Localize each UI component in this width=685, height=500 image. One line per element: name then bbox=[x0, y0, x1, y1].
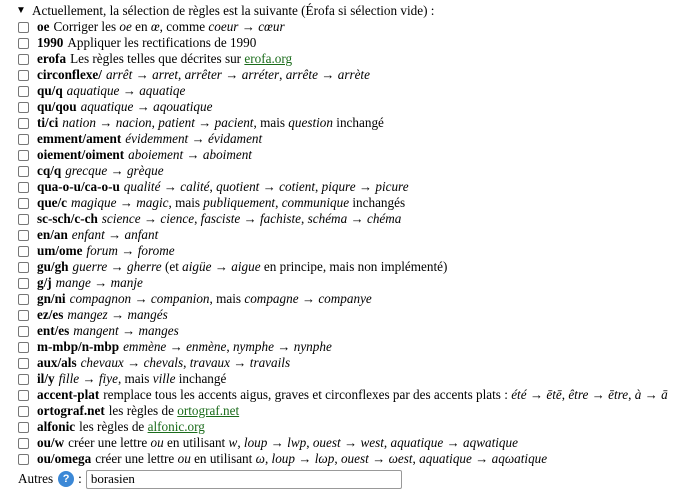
rule-key: g/j bbox=[37, 275, 52, 290]
rule-description: magique → magic, mais publiquement, communique inchangés bbox=[71, 195, 406, 210]
rule-key: um/ome bbox=[37, 243, 83, 258]
rule-description: guerre → gherre (et aigüe → aigue en principe, mais non implémenté) bbox=[72, 259, 448, 274]
autres-colon: : bbox=[78, 471, 82, 486]
rule-checkbox[interactable] bbox=[18, 262, 29, 273]
rule-key: qu/qou bbox=[37, 99, 77, 114]
rule-checkbox[interactable] bbox=[18, 278, 29, 289]
rule-key: gn/ni bbox=[37, 291, 66, 306]
rule-key: alfonic bbox=[37, 419, 76, 434]
rules-summary[interactable] bbox=[16, 3, 685, 19]
rule-description: créer une lettre ou en utilisant ω, loup → lωp, ouest → ωest, aquatique → aqωatique bbox=[95, 451, 548, 466]
rule-description: qualité → calité, quotient → cotient, piqure → picure bbox=[123, 179, 409, 194]
rule-item bbox=[18, 147, 685, 163]
rule-checkbox[interactable] bbox=[18, 182, 29, 193]
rule-checkbox[interactable] bbox=[18, 454, 29, 465]
rule-key: aux/als bbox=[37, 355, 77, 370]
rule-item bbox=[18, 339, 685, 355]
rule-checkbox[interactable] bbox=[18, 150, 29, 161]
rule-description: remplace tous les accents aigus, graves et circonflexes par des accents plats : été → ētē, être → ētre, à → ā bbox=[103, 387, 668, 402]
rule-description: emmène → enmène, nymphe → nynphe bbox=[123, 339, 332, 354]
rule-description: arrêt → arret, arrêter → arréter, arrête → arrète bbox=[105, 67, 370, 82]
rule-checkbox[interactable] bbox=[18, 342, 29, 353]
rule-description: aquatique → aqouatique bbox=[80, 99, 213, 114]
rule-checkbox[interactable] bbox=[18, 166, 29, 177]
rule-key: en/an bbox=[37, 227, 68, 242]
rule-key: ez/es bbox=[37, 307, 64, 322]
rule-checkbox[interactable] bbox=[18, 198, 29, 209]
rule-key: ortograf.net bbox=[37, 403, 105, 418]
rule-item bbox=[18, 131, 685, 147]
rule-item bbox=[18, 195, 685, 211]
rule-item bbox=[18, 35, 685, 51]
autres-input[interactable] bbox=[86, 470, 402, 489]
rule-checkbox[interactable] bbox=[18, 118, 29, 129]
rule-checkbox[interactable] bbox=[18, 134, 29, 145]
rule-description: mangent → manges bbox=[73, 323, 179, 338]
rule-key: 1990 bbox=[37, 35, 64, 50]
rule-item bbox=[18, 275, 685, 291]
rule-checkbox[interactable] bbox=[18, 230, 29, 241]
rule-checkbox[interactable] bbox=[18, 326, 29, 337]
rule-description: grecque → grèque bbox=[65, 163, 164, 178]
rule-description: Les règles telles que décrites sur erofa.org bbox=[70, 51, 293, 66]
rule-item bbox=[18, 115, 685, 131]
erofa-link[interactable]: erofa.org bbox=[244, 51, 293, 66]
rule-key: ou/omega bbox=[37, 451, 92, 466]
rule-checkbox[interactable] bbox=[18, 70, 29, 81]
rule-item bbox=[18, 211, 685, 227]
rule-checkbox[interactable] bbox=[18, 438, 29, 449]
rule-item bbox=[18, 227, 685, 243]
rule-key: circonflexe/ bbox=[37, 67, 102, 82]
rule-item bbox=[18, 387, 685, 403]
rule-checkbox[interactable] bbox=[18, 406, 29, 417]
question-mark-icon[interactable]: ? bbox=[58, 471, 74, 487]
rule-description: mange → manje bbox=[55, 275, 143, 290]
disclosure-triangle-icon[interactable]: ▼ bbox=[16, 5, 26, 16]
rule-item bbox=[18, 307, 685, 323]
rule-checkbox[interactable] bbox=[18, 102, 29, 113]
rule-item bbox=[18, 403, 685, 419]
rule-item bbox=[18, 259, 685, 275]
rule-key: que/c bbox=[37, 195, 68, 210]
rule-key: oe bbox=[37, 19, 50, 34]
rule-checkbox[interactable] bbox=[18, 358, 29, 369]
rule-key: ti/ci bbox=[37, 115, 59, 130]
rule-description: science → cience, fasciste → fachiste, schéma → chéma bbox=[101, 211, 402, 226]
rule-key: oiement/oiment bbox=[37, 147, 125, 162]
rule-checkbox[interactable] bbox=[18, 422, 29, 433]
rule-checkbox[interactable] bbox=[18, 22, 29, 33]
rule-description: Corriger les oe en œ, comme coeur → cœur bbox=[53, 19, 285, 34]
rule-key: il/y bbox=[37, 371, 55, 386]
rule-description: Appliquer les rectifications de 1990 bbox=[67, 35, 257, 50]
alfonic-link[interactable]: alfonic.org bbox=[147, 419, 205, 434]
rule-key: qu/q bbox=[37, 83, 63, 98]
rule-description: chevaux → chevals, travaux → travails bbox=[80, 355, 291, 370]
rule-key: erofa bbox=[37, 51, 67, 66]
rule-item bbox=[18, 355, 685, 371]
summary-text: Actuellement, la sélection de règles est la suivante (Érofa si sélection vide) : bbox=[32, 3, 435, 18]
rule-item bbox=[18, 435, 685, 451]
rule-checkbox[interactable] bbox=[18, 246, 29, 257]
rule-description: les règles de alfonic.org bbox=[79, 419, 205, 434]
rule-key: ou/w bbox=[37, 435, 65, 450]
rule-item bbox=[18, 163, 685, 179]
autres-row bbox=[18, 468, 685, 490]
rule-item bbox=[18, 419, 685, 435]
rule-checkbox[interactable] bbox=[18, 310, 29, 321]
rule-key: gu/gh bbox=[37, 259, 69, 274]
rule-key: ent/es bbox=[37, 323, 70, 338]
rule-item bbox=[18, 99, 685, 115]
rule-item bbox=[18, 451, 685, 467]
rule-item bbox=[18, 19, 685, 35]
rule-description: évidemment → évidament bbox=[125, 131, 263, 146]
rule-description: compagnon → companion, mais compagne → companye bbox=[69, 291, 372, 306]
rules-list bbox=[18, 19, 685, 467]
rule-item bbox=[18, 83, 685, 99]
autres-label: Autres bbox=[18, 471, 54, 486]
rule-checkbox[interactable] bbox=[18, 38, 29, 49]
rule-key: cq/q bbox=[37, 163, 62, 178]
rule-description: fille → fiye, mais ville inchangé bbox=[58, 371, 227, 386]
rule-description: aquatique → aquatiqe bbox=[66, 83, 186, 98]
ortograf-link[interactable]: ortograf.net bbox=[177, 403, 240, 418]
rule-key: accent-plat bbox=[37, 387, 100, 402]
rule-checkbox[interactable] bbox=[18, 86, 29, 97]
rule-description: aboiement → aboiment bbox=[128, 147, 252, 162]
rule-item bbox=[18, 179, 685, 195]
rule-key: m-mbp/n-mbp bbox=[37, 339, 120, 354]
rule-description: enfant → anfant bbox=[71, 227, 159, 242]
rule-description: créer une lettre ou en utilisant w, loup → lwp, ouest → west, aquatique → aqwatique bbox=[68, 435, 518, 450]
rule-description: nation → nacion, patient → pacient, mais question inchangé bbox=[62, 115, 384, 130]
rule-description: les règles de ortograf.net bbox=[108, 403, 240, 418]
rule-item bbox=[18, 67, 685, 83]
rule-checkbox[interactable] bbox=[18, 294, 29, 305]
rule-checkbox[interactable] bbox=[18, 54, 29, 65]
rule-key: sc-sch/c-ch bbox=[37, 211, 98, 226]
rule-checkbox[interactable] bbox=[18, 214, 29, 225]
rule-item bbox=[18, 323, 685, 339]
rule-item bbox=[18, 371, 685, 387]
rule-checkbox[interactable] bbox=[18, 390, 29, 401]
rule-item bbox=[18, 243, 685, 259]
rule-key: qua-o-u/ca-o-u bbox=[37, 179, 120, 194]
rule-item bbox=[18, 291, 685, 307]
rule-description: forum → forome bbox=[86, 243, 175, 258]
rule-item bbox=[18, 51, 685, 67]
rule-key: emment/ament bbox=[37, 131, 122, 146]
rule-description: mangez → mangés bbox=[67, 307, 168, 322]
rule-checkbox[interactable] bbox=[18, 374, 29, 385]
